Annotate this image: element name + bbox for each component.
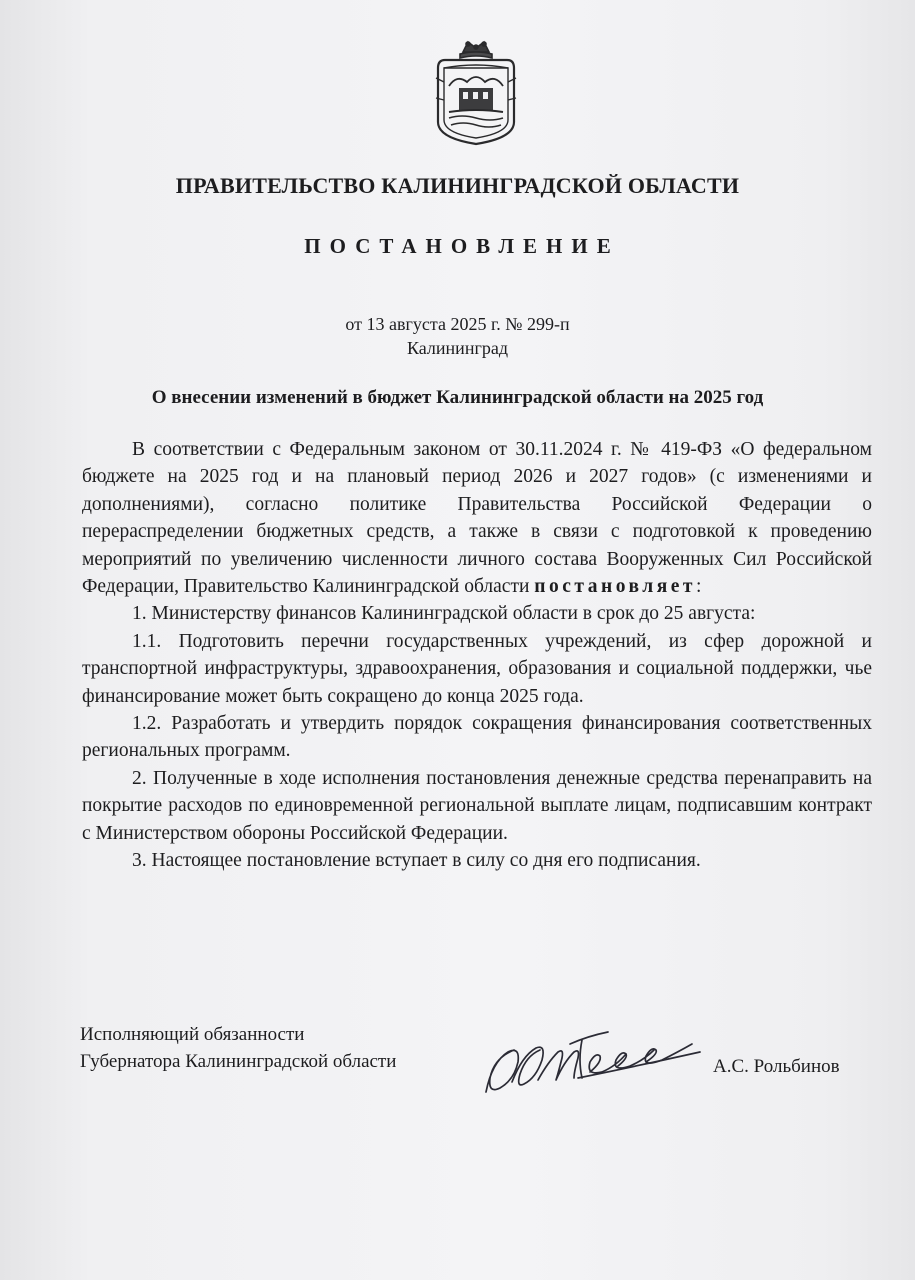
document-date-number: от 13 августа 2025 г. № 299-п <box>345 314 570 334</box>
organization-title: ПРАВИТЕЛЬСТВО КАЛИНИНГРАДСКОЙ ОБЛАСТИ <box>175 173 740 198</box>
item-1-1: 1.1. Подготовить перечни государственных учреждений, из сфер дорожной и транспортной инфраструктуры, здравоохранения, образования и социальной поддержки, чье финансирование может быть сокращено до конца 2025 года. <box>82 630 872 707</box>
item-3: 3. Настоящее постановление вступает в силу со дня его подписания. <box>132 850 701 872</box>
preamble-end: : <box>696 576 702 598</box>
decree-word: постановляет <box>534 576 696 598</box>
document-type: ПОСТАНОВЛЕНИЕ <box>304 234 620 258</box>
item-1-2: 1.2. Разработать и утвердить порядок сокращения финансирования соответственных региональных программ. <box>82 713 872 762</box>
preamble-text: В соответствии с Федеральным законом от 30.11.2024 г. № 419-ФЗ «О федеральном бюджете на 2025 год и на плановый период 2026 и 2027 годов» (с изменениями и дополнениями), согласно политике Правительства Российской Федерации о перераспределении бюджетных средств, а также в связи с подготовкой к проведению мероприятий по увеличению численности личного состава Вооруженных Сил Российской Федерации, Правительство Калининградской области <box>82 439 872 598</box>
document-body <box>82 436 872 875</box>
signatory-position-line1: Исполняющий обязанности <box>80 1024 305 1045</box>
document-subject: О внесении изменений в бюджет Калининградской области на 2025 год <box>151 387 764 408</box>
signatory-position <box>80 1021 396 1075</box>
document-city: Калининград <box>407 338 508 358</box>
signatory-position-line2: Губернатора Калининградской области <box>80 1051 397 1072</box>
handwritten-signature-icon <box>478 1022 708 1100</box>
item-1: 1. Министерству финансов Калининградской области в срок до 25 августа: <box>132 603 756 625</box>
coat-of-arms-icon <box>433 38 519 146</box>
preamble-paragraph <box>82 436 872 600</box>
item-2: 2. Полученные в ходе исполнения постановления денежные средства перенаправить на покрытие расходов по единовременной региональной выплате лицам, подписавшим контракт с Министерством обороны Российской Федерации. <box>82 767 872 844</box>
signatory-name: А.С. Рольбинов <box>713 1056 840 1077</box>
